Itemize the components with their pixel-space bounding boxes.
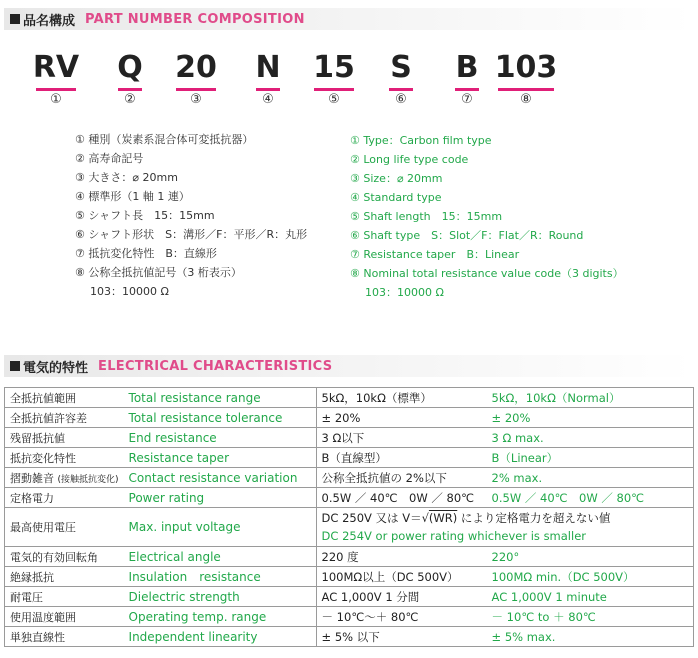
value-jp: B（直線型） <box>316 448 487 468</box>
table-row <box>5 508 694 547</box>
pn-underline-7 <box>455 88 479 91</box>
value-jp: DC 250V 又は V＝√(WR) により定格電力を超えない値 <box>321 511 611 525</box>
pn-num-1: ① <box>50 92 62 107</box>
param-jp <box>5 468 124 488</box>
param-en: Electrical angle <box>124 547 317 567</box>
note-en-2: ② Long life type code <box>350 153 469 166</box>
param-en: Total resistance range <box>124 388 317 408</box>
pn-code-6: S <box>390 50 412 85</box>
pn-num-3: ③ <box>190 92 202 107</box>
notes-english <box>350 131 624 302</box>
table-row <box>5 587 694 607</box>
pn-underline-2 <box>118 88 142 91</box>
value-jp: 公称全抵抗値の 2%以下 <box>316 468 487 488</box>
param-jp: 定格電力 <box>5 488 124 508</box>
value-jp: 220 度 <box>316 547 487 567</box>
part-number-composition <box>0 50 698 110</box>
notes-japanese <box>75 130 307 301</box>
note-en-3: ③ Size：⌀ 20mm <box>350 172 443 185</box>
value-en: AC 1,000V 1 minute <box>487 587 694 607</box>
param-en: Max. input voltage <box>124 508 317 547</box>
pn-code-8: 103 <box>494 50 558 85</box>
note-jp-7: ⑦ 抵抗変化特性 B：直線形 <box>75 247 217 260</box>
pn-num-2: ② <box>124 92 136 107</box>
pn-code-7: B <box>455 50 479 85</box>
note-en-8: ⑧ Nominal total resistance value code（3 digits） <box>350 267 624 280</box>
pn-code-3: 20 <box>175 50 217 85</box>
value-merged <box>316 508 693 547</box>
value-jp: ± 20% <box>316 408 487 428</box>
pn-code-4: N <box>255 50 281 85</box>
param-jp: 耐電圧 <box>5 587 124 607</box>
pn-code-1: RV <box>32 50 80 85</box>
value-en: 0.5W ／ 40℃ 0W ／ 80℃ <box>487 488 694 508</box>
value-jp: AC 1,000V 1 分間 <box>316 587 487 607</box>
table-row <box>5 408 694 428</box>
value-en: 2% max. <box>487 468 694 488</box>
param-en: Independent linearity <box>124 627 317 647</box>
section-title-en: ELECTRICAL CHARACTERISTICS <box>98 358 333 374</box>
note-en-1: ① Type：Carbon film type <box>350 134 492 147</box>
table-row <box>5 448 694 468</box>
value-en: － 10℃ to ＋ 80℃ <box>487 607 694 627</box>
note-en-4: ④ Standard type <box>350 191 442 204</box>
param-en: Insulation resistance <box>124 567 317 587</box>
pn-underline-3 <box>176 88 216 91</box>
param-en: End resistance <box>124 428 317 448</box>
param-en: Dielectric strength <box>124 587 317 607</box>
value-en: 3 Ω max. <box>487 428 694 448</box>
param-en: Resistance taper <box>124 448 317 468</box>
note-jp-3: ③ 大きさ：⌀ 20mm <box>75 171 178 184</box>
param-en: Operating temp. range <box>124 607 317 627</box>
table-row <box>5 388 694 408</box>
table-row <box>5 468 694 488</box>
pn-code-2: Q <box>117 50 143 85</box>
param-en: Contact resistance variation <box>124 468 317 488</box>
param-jp-small: (接触抵抗変化) <box>57 474 119 485</box>
note-jp-4: ④ 標準形（1 軸 1 連） <box>75 190 190 203</box>
section-title-en: PART NUMBER COMPOSITION <box>85 11 305 27</box>
section-header-electrical <box>4 355 694 377</box>
param-jp: 最高使用電圧 <box>5 508 124 547</box>
note-en-5: ⑤ Shaft length 15：15mm <box>350 210 503 223</box>
value-jp: － 10℃～＋ 80℃ <box>316 607 487 627</box>
pn-underline-8 <box>498 88 554 91</box>
param-jp: 全抵抗値許容差 <box>5 408 124 428</box>
pn-num-7: ⑦ <box>461 92 473 107</box>
param-jp: 使用温度範囲 <box>5 607 124 627</box>
table-row <box>5 567 694 587</box>
param-jp: 全抵抗値範囲 <box>5 388 124 408</box>
value-en: 220° <box>487 547 694 567</box>
value-jp-b: により定格電力を超えない値 <box>457 511 611 525</box>
pn-underline-4 <box>256 88 280 91</box>
note-jp-2: ② 高寿命記号 <box>75 152 144 165</box>
square-bullet-icon <box>10 14 20 24</box>
param-jp: 単独直線性 <box>5 627 124 647</box>
value-en: B（Linear） <box>487 448 694 468</box>
section-header-part-number <box>4 8 694 30</box>
value-en: DC 254V or power rating whichever is smaller <box>321 529 587 543</box>
pn-num-5: ⑤ <box>328 92 340 107</box>
param-jp: 残留抵抗値 <box>5 428 124 448</box>
value-jp: 0.5W ／ 40℃ 0W ／ 80℃ <box>316 488 487 508</box>
value-en: 100MΩ min.（DC 500V） <box>487 567 694 587</box>
note-en-7: ⑦ Resistance taper B：Linear <box>350 248 520 261</box>
table-row <box>5 547 694 567</box>
value-jp: 100MΩ以上（DC 500V） <box>316 567 487 587</box>
value-jp: 3 Ω以下 <box>316 428 487 448</box>
param-jp: 絶縁抵抗 <box>5 567 124 587</box>
note-en-8-value: 103：10000 Ω <box>365 286 444 299</box>
note-en-6: ⑥ Shaft type S：Slot／F：Flat／R：Round <box>350 229 584 242</box>
note-jp-1: ① 種別（炭素系混合体可変抵抗器） <box>75 133 254 146</box>
param-jp: 電気的有効回転角 <box>5 547 124 567</box>
section-title-jp: 電気的特性 <box>23 360 89 376</box>
value-jp-sqrt: (WR) <box>428 511 458 525</box>
table-row <box>5 607 694 627</box>
value-en: 5kΩ，10kΩ（Normal） <box>487 388 694 408</box>
note-jp-6: ⑥ シャフト形状 S：溝形／F：平形／R：丸形 <box>75 228 308 241</box>
param-en: Total resistance tolerance <box>124 408 317 428</box>
pn-underline-1 <box>36 88 76 91</box>
value-en: ± 5% max. <box>487 627 694 647</box>
section-title-jp: 品名構成 <box>23 13 76 29</box>
value-en: ± 20% <box>487 408 694 428</box>
pn-num-4: ④ <box>262 92 274 107</box>
param-jp: 抵抗変化特性 <box>5 448 124 468</box>
table-row <box>5 488 694 508</box>
note-jp-5: ⑤ シャフト長 15：15mm <box>75 209 215 222</box>
square-bullet-icon <box>10 361 20 371</box>
table-row <box>5 627 694 647</box>
pn-num-6: ⑥ <box>395 92 407 107</box>
param-en: Power rating <box>124 488 317 508</box>
value-jp: 5kΩ，10kΩ（標準） <box>316 388 487 408</box>
note-jp-8: ⑧ 公称全抵抗値記号（3 桁表示） <box>75 266 242 279</box>
value-jp: ± 5% 以下 <box>316 627 487 647</box>
pn-underline-5 <box>314 88 354 91</box>
value-jp-a: DC 250V 又は V＝ <box>321 511 422 525</box>
electrical-characteristics-table <box>4 387 694 647</box>
note-jp-8-value: 103：10000 Ω <box>90 285 169 298</box>
table-row <box>5 428 694 448</box>
param-jp-main: 摺動雑音 <box>10 471 54 485</box>
pn-underline-6 <box>389 88 413 91</box>
pn-num-8: ⑧ <box>520 92 532 107</box>
pn-code-5: 15 <box>313 50 355 85</box>
